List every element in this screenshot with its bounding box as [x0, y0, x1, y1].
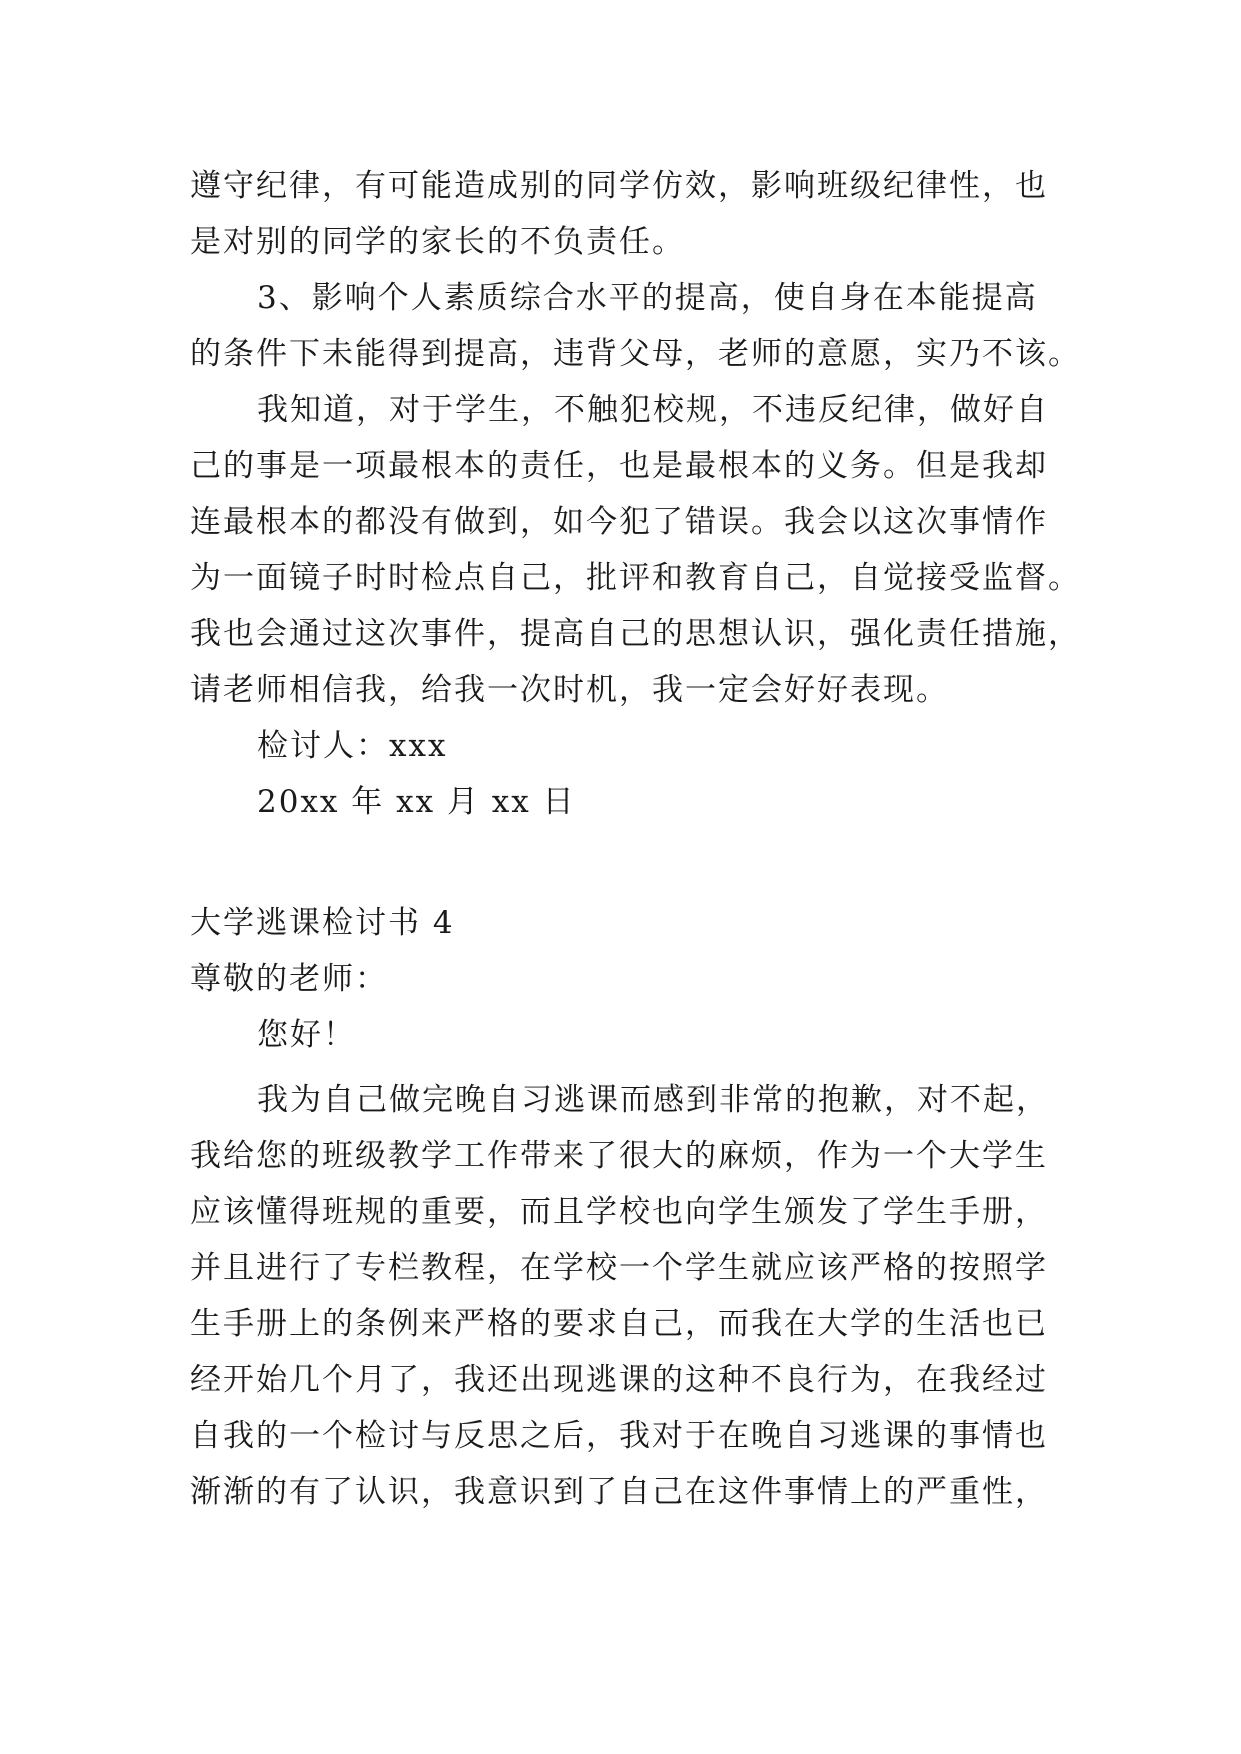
- section-title: 大学逃课检讨书 4: [190, 905, 455, 941]
- text-line: 渐渐的有了认识，我意识到了自己在这件事情上的严重性，: [190, 1474, 1048, 1510]
- text-line: 是对别的同学的家长的不负责任。: [190, 224, 685, 260]
- text-line: 我给您的班级教学工作带来了很大的麻烦，作为一个大学生: [190, 1138, 1048, 1174]
- text-line: 自我的一个检讨与反思之后，我对于在晚自习逃课的事情也: [190, 1418, 1048, 1454]
- text-line: 的条件下未能得到提高，违背父母，老师的意愿，实乃不该。: [190, 336, 1081, 372]
- text-line: 生手册上的条例来严格的要求自己，而我在大学的生活也已: [190, 1306, 1048, 1342]
- text-line: 应该懂得班规的重要，而且学校也向学生颁发了学生手册，: [190, 1194, 1048, 1230]
- text-line: 经开始几个月了，我还出现逃课的这种不良行为，在我经过: [190, 1362, 1048, 1398]
- signer-line: 检讨人：xxx: [257, 728, 448, 764]
- date-line: 20xx 年 xx 月 xx 日: [257, 784, 576, 820]
- text-line: 为一面镜子时时检点自己，批评和教育自己，自觉接受监督。: [190, 560, 1081, 596]
- salutation: 尊敬的老师：: [190, 961, 388, 997]
- text-line: 己的事是一项最根本的责任，也是最根本的义务。但是我却: [190, 448, 1048, 484]
- text-line: 并且进行了专栏教程，在学校一个学生就应该严格的按照学: [190, 1250, 1048, 1286]
- text-line: 连最根本的都没有做到，如今犯了错误。我会以这次事情作: [190, 504, 1048, 540]
- text-line: 请老师相信我，给我一次时机，我一定会好好表现。: [190, 672, 949, 708]
- text-line: 我为自己做完晚自习逃课而感到非常的抱歉，对不起，: [257, 1082, 1049, 1118]
- text-line: 遵守纪律，有可能造成别的同学仿效，影响班级纪律性，也: [190, 168, 1048, 204]
- text-line: 3、影响个人素质综合水平的提高，使自身在本能提高: [257, 280, 1038, 316]
- text-line: 我也会通过这次事件，提高自己的思想认识，强化责任措施，: [190, 616, 1081, 652]
- greeting: 您好！: [257, 1017, 356, 1053]
- text-line: 我知道，对于学生，不触犯校规，不违反纪律，做好自: [257, 392, 1049, 428]
